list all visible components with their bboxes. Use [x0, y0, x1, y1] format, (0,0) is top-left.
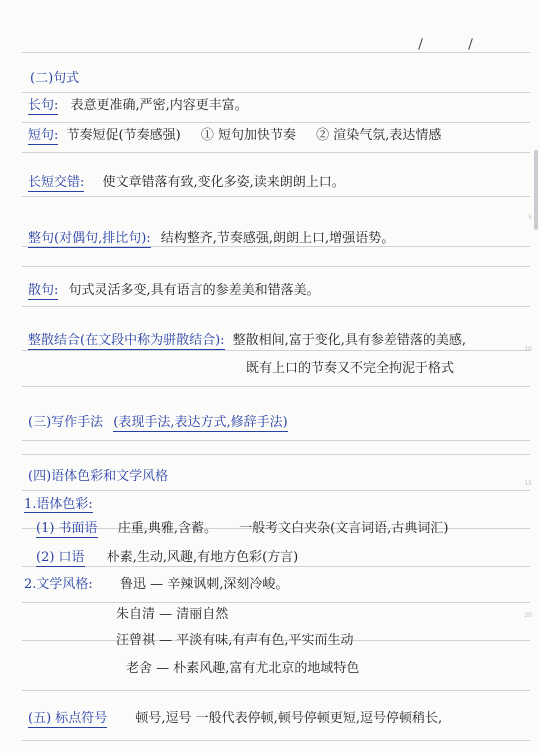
ruled-line — [22, 440, 530, 441]
term-label: 整句(对偶句,排比句): — [28, 231, 151, 246]
term-note: 一般考文白夹杂(文言词语,古典词汇) — [239, 521, 449, 536]
ruled-line — [22, 152, 530, 153]
note-row — [36, 522, 448, 535]
term-text: 表意更准确,严密,内容更丰富。 — [70, 98, 248, 113]
term-text: 节奏短促(节奏感强) — [66, 128, 181, 143]
ruled-line — [22, 454, 530, 455]
note-row — [28, 232, 394, 245]
section-heading: (四)语体色彩和文学风格 — [28, 469, 169, 484]
term-label: 长短交错: — [28, 175, 85, 190]
section-subtitle: (表现手法,表达方式,修辞手法) — [113, 415, 288, 430]
ruled-line — [22, 690, 530, 691]
pen-mark — [468, 38, 473, 50]
ruled-line — [22, 350, 530, 351]
ruled-line — [22, 566, 530, 567]
note-row — [28, 334, 466, 347]
term-text: 结构整齐,节奏感强,朗朗上口,增强语势。 — [160, 231, 395, 246]
note-row — [28, 416, 288, 429]
style-item: 朱自清 — 清丽自然 — [116, 607, 229, 622]
style-item: 汪曾祺 — 平淡有味,有声有色,平实而生动 — [116, 633, 354, 648]
section-heading: (五) 标点符号 — [28, 711, 108, 726]
note-row — [28, 99, 248, 112]
term-text-continued: 既有上口的节奏又不完全拘泥于格式 — [246, 361, 455, 376]
section-heading: (二)句式 — [30, 71, 80, 86]
note-row — [28, 712, 442, 725]
note-row — [28, 176, 345, 189]
margin-number: 20 — [524, 612, 532, 619]
margin-number: 10 — [524, 346, 532, 353]
ruled-line — [22, 490, 530, 491]
term-text: 句式灵活多变,具有语言的参差美和错落美。 — [68, 283, 320, 298]
term-label: 整散结合(在文段中称为骈散结合): — [28, 333, 225, 348]
term-point: ② 渲染气氛,表达情感 — [316, 128, 442, 143]
term-text: 顿号,逗号 一般代表停顿,顿号停顿更短,逗号停顿稍长, — [135, 711, 443, 726]
term-label: 长句: — [28, 98, 59, 113]
ruled-line — [22, 386, 530, 387]
pen-mark — [418, 38, 423, 50]
note-row — [36, 551, 298, 564]
subsection-heading: 2.文学风格: — [24, 577, 93, 592]
ruled-line — [22, 196, 530, 197]
term-label: (2) 口语 — [36, 550, 85, 565]
term-label: (1) 书面语 — [36, 521, 98, 536]
term-text: 整散相间,富于变化,具有参差错落的美感, — [232, 333, 467, 348]
ruled-line — [22, 602, 530, 603]
term-label: 短句: — [28, 128, 59, 143]
margin-number: 5 — [528, 214, 532, 221]
term-point: ① 短句加快节奏 — [200, 128, 296, 143]
scrollbar-thumb[interactable] — [534, 150, 538, 230]
ruled-line — [22, 122, 530, 123]
term-text: 庄重,典雅,含蓄。 — [117, 521, 217, 536]
ruled-line — [22, 740, 530, 741]
term-label: 散句: — [28, 283, 59, 298]
style-item: 老舍 — 朴素风趣,富有尤北京的地域特色 — [126, 661, 360, 676]
margin-number: 15 — [524, 480, 532, 487]
section-heading: (三)写作手法 — [28, 415, 104, 430]
ruled-line — [22, 92, 530, 93]
ruled-line — [22, 306, 530, 307]
term-text: 使文章错落有致,变化多姿,读来朗朗上口。 — [102, 175, 345, 190]
note-row — [28, 284, 320, 297]
ruled-line — [22, 52, 530, 53]
note-row — [28, 129, 441, 142]
ruled-line — [22, 266, 530, 267]
term-text: 朴素,生动,风趣,有地方色彩(方言) — [106, 550, 299, 565]
style-item: 鲁迅 — 辛辣讽刺,深刻冷峻。 — [120, 577, 289, 592]
subsection-heading: 1.语体色彩: — [24, 497, 93, 512]
